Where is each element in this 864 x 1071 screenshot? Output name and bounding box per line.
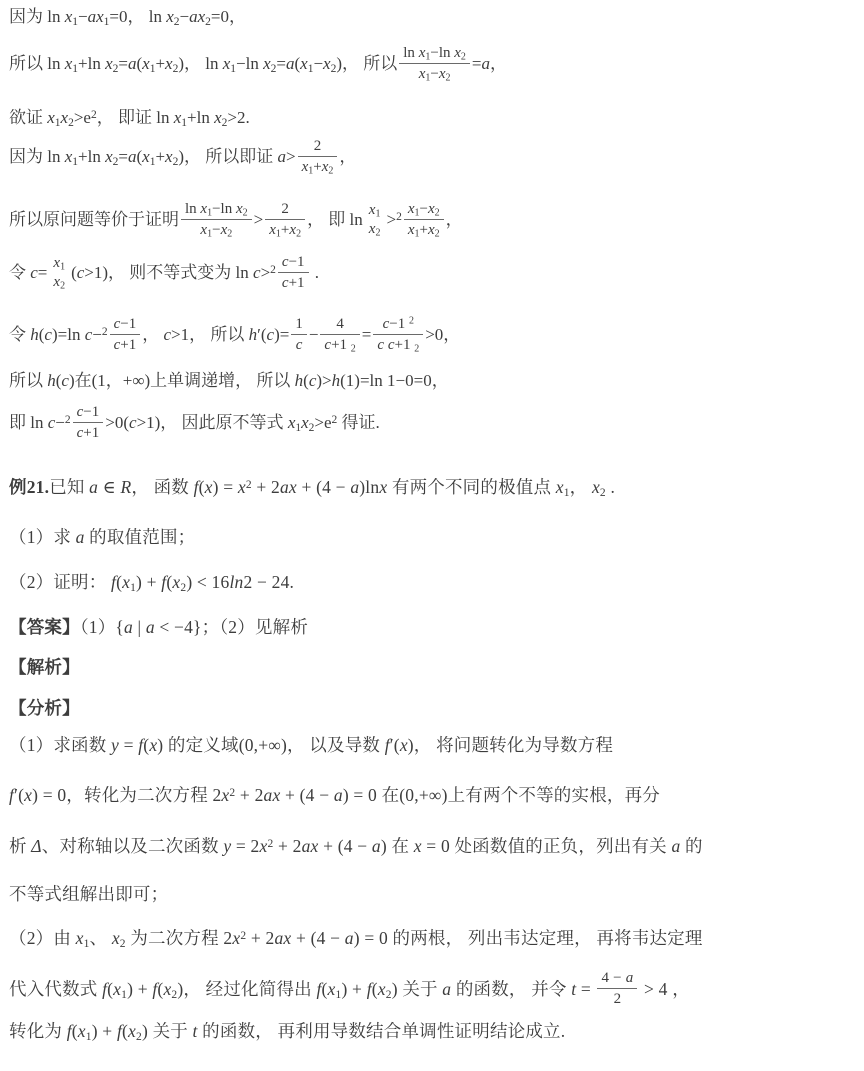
text-line-05: 所以原问题等价于证明 $\frac{\ln x_1-\ln x_2}{x_1-x_2}$ > $\frac{2}{x_1+x_2}$ ， 即 ln $x_1$ $x_2$ >$^2$ $\frac{x_1-x_2}{x_1+x_2}$ ， — [9, 200, 463, 240]
fraction: $\frac{1}{c}$ — [291, 315, 307, 354]
text-line-14: 【解析】 — [9, 657, 80, 677]
text-line-11: （1）求 a 的取值范围； — [9, 527, 196, 547]
text-line-12: （2）证明： $f(x_1) + f(x_2) < 16\ln 2 - 24$. — [9, 572, 295, 594]
text-line-18: 析 Δ、对称轴以及二次函数 $y = 2x^2 + 2ax + (4 - a)$ 在 x = 0 处函数值的正负，列出有关 a 的 — [9, 836, 703, 856]
fraction: $\frac{\ln x_1-\ln x_2}{x_1-x_2}$ — [181, 200, 252, 239]
text-line-17: f′(x) = 0，转化为二次方程 $2x^2 + 2ax + (4 - a) = 0$ 在(0,+∞)上有两个不等的实根，再分 — [9, 785, 661, 805]
text-line-10: 例21.已知 a ∈ R， 函数 $f(x) = x^2 + 2ax + (4 - a)\ln x$ 有两个不同的极值点 $x_1$， $x_2$ . — [9, 477, 616, 499]
fraction: $\frac{c-1}{c+1}$ — [73, 403, 104, 442]
text-line-21: 代入代数式 $f(x_1) + f(x_2)$， 经过化简得出 $f(x_1) + f(x_2)$ 关于 a 的函数， 并令 t = $\frac{4 - a}{2}$ > 4 ， — [9, 970, 690, 1008]
fraction: $\frac{4 - a}{2}$ — [597, 969, 637, 1008]
text-line-02: 所以 $\ln x_1+\ln$ $x_2=a(x_1+x_2)$， $\ln x_1-\ln$ $x_2=a(x_1-x_2)$， 所以 $\frac{\ln x_1-\ln x_2}{x_1-x_2}$ =a， — [9, 44, 508, 84]
fraction: $\frac{4}{c+1 _2}$ — [320, 315, 359, 354]
text-line-13: 【答案】（1）{a | a < −4}；（2）见解析 — [9, 617, 309, 637]
text-line-15: 【分析】 — [9, 698, 80, 718]
text-line-04: 因为 $\ln x_1+\ln$ $x_2=a(x_1+x_2)$， 所以即证 a> $\frac{2}{x_1+x_2}$ ， — [9, 137, 357, 177]
fraction: $\frac{c-1 ^2}{c c+1 _2}$ — [373, 315, 423, 354]
fraction: $\frac{2}{x_1+x_2}$ — [265, 200, 305, 239]
text-line-01: 因为 $\ln x_1-ax_1=0$， $\ln x_2-ax_2=0$， — [9, 7, 247, 28]
fraction: $\frac{x_1-x_2}{x_1+x_2}$ — [404, 200, 444, 239]
solution-text-block — [9, 5, 858, 1044]
text-line-22: 转化为 $f(x_1) + f(x_2)$ 关于 t 的函数， 再利用导数结合单调性证明结论成立. — [9, 1021, 566, 1043]
text-line-09: 即 ln c−$^2$ $\frac{c-1}{c+1}$ >0(c>1)， 因此原不等式 $x_1x_2>e^2$ 得证. — [9, 403, 380, 441]
text-line-20: （2）由 $x_1$、 $x_2$ 为二次方程 $2x^2 + 2ax + (4 - a) = 0$ 的两根， 列出韦达定理， 再将韦达定理 — [9, 928, 703, 950]
fraction: $\frac{c-1}{c+1}$ — [110, 315, 141, 354]
fraction: $\frac{\ln x_1-\ln x_2}{x_1-x_2}$ — [399, 44, 470, 83]
fraction: $\frac{2}{x_1+x_2}$ — [298, 137, 338, 176]
text-line-06: 令 c= $x_1$ $x_2$ (c>1)， 则不等式变为 ln c>$^2$ $\frac{c-1}{c+1}$ . — [9, 253, 320, 292]
text-line-19: 不等式组解出即可； — [9, 884, 169, 904]
text-line-16: （1）求函数 y = f(x) 的定义域(0,+∞)， 以及导数 f′(x)， 将问题转化为导数方程 — [9, 735, 614, 755]
text-line-03: 欲证 $x_1x_2>e^2$， 即证 $\ln x_1+\ln$ $x_2>2$. — [9, 108, 250, 129]
fraction: $x_1$ $x_2$ — [368, 201, 381, 239]
text-line-08: 所以 h(c)在(1，+∞)上单调递增， 所以 h(c)>h(1)=ln 1−0=0， — [9, 371, 449, 390]
text-line-07: 令 h(c)=ln c−$^2$ $\frac{c-1}{c+1}$ ， c>1， 所以 h′(c)= $\frac{1}{c}$ − $\frac{4}{c+1 _2}$ = $\frac{c-1 ^2}{c c+1 _2}$ >0， — [9, 315, 461, 355]
fraction: $x_1$ $x_2$ — [53, 254, 66, 292]
fraction: $\frac{c-1}{c+1}$ — [278, 253, 309, 292]
